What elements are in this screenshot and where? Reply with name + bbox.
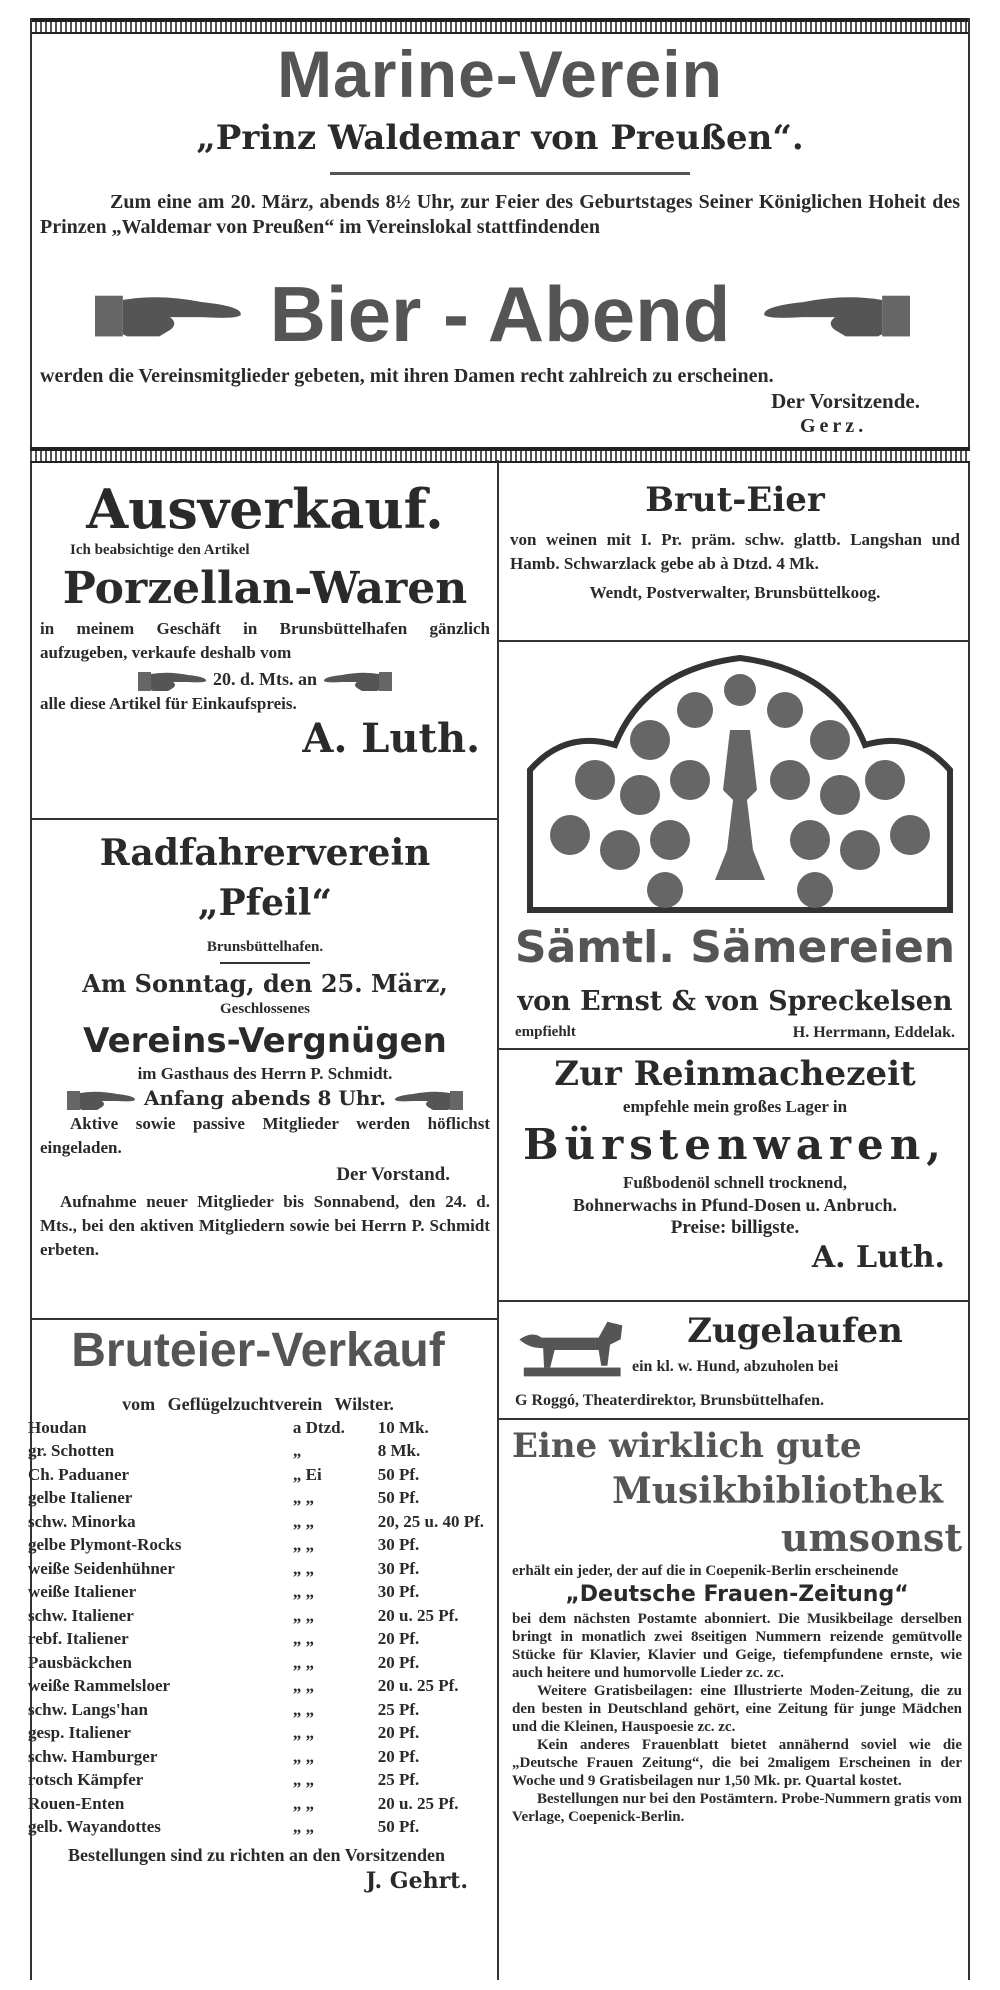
breed-cell: schw. Italiener: [28, 1605, 134, 1625]
ad-title-line2: Musikbibliothek: [612, 1470, 943, 1512]
signer: Wendt, Postverwalter, Brunsbüttelkoog.: [589, 583, 881, 602]
ad-title: Radfahrerverein „Pfeil“: [99, 832, 431, 924]
breed-cell: gelb. Wayandottes: [28, 1817, 161, 1837]
table-row: [24, 1581, 488, 1605]
top-rule: [30, 18, 970, 34]
ad-text: ein kl. w. Hund, abzuholen bei: [632, 1358, 839, 1375]
ad-title: Brut-Eier: [645, 480, 825, 520]
short-divider: [220, 962, 310, 964]
event-title: Vereins-Vergnügen: [83, 1021, 447, 1061]
breed-cell: rebf. Italiener: [28, 1629, 129, 1649]
breed-cell: gesp. Italiener: [28, 1723, 131, 1743]
table-row: [24, 1745, 488, 1769]
product-title: Bürstenwaren,: [523, 1120, 947, 1169]
ad-intro: Zum eine am 20. März, abends 8½ Uhr, zur Feier des Geburtstages Seiner Königlichen Hoheit des Prinzen „Waldemar von Preußen“ im Vereinslokal stattfindenden: [40, 191, 960, 238]
ad-paragraph: Kein anderes Frauenblatt bietet annähernd soviel wie die „Deutsche Frauen Zeitung“, die bei 2maligem Erscheinen in der Woche und 9 Gratisbeilagen nur 1,50 Mk. pr. Quartal kostet.: [512, 1737, 962, 1789]
ad-start: [40, 1084, 490, 1112]
ad-line: Ich beabsichtige den Artikel: [70, 542, 250, 558]
ad-text2: alle diese Artikel für Einkaufspreis.: [40, 694, 297, 713]
ad-title-line3: umsonst: [780, 1515, 962, 1560]
breed-cell: gelbe Italiener: [28, 1488, 133, 1508]
ad-venue: im Gasthaus des Herrn P. Schmidt.: [137, 1064, 393, 1083]
divider: [497, 1300, 968, 1302]
signer-name: Gerz.: [800, 415, 868, 437]
ad-closed: Geschlossenes: [220, 1001, 310, 1017]
table-row: [24, 1463, 488, 1487]
pointing-hand-right-icon: [95, 285, 245, 345]
table-row: [24, 1792, 488, 1816]
table-row: [24, 1769, 488, 1793]
price-cell: 20 u. 25 Pf.: [377, 1793, 459, 1813]
table-row: [24, 1440, 488, 1464]
ad-recommends: empfiehlt: [515, 1024, 576, 1040]
pointing-hand-left-icon: [322, 670, 392, 692]
ad-title: Zugelaufen: [687, 1311, 903, 1351]
signer: H. Herrmann, Eddelak.: [792, 1024, 955, 1041]
price-cell: 30 Pf.: [377, 1582, 420, 1602]
price-cell: 8 Mk.: [377, 1441, 421, 1461]
signer-title: Der Vorsitzende.: [771, 389, 920, 413]
ad-subtitle: „Prinz Waldemar von Preußen“.: [196, 118, 804, 158]
ad-admission: Aufnahme neuer Mitglieder bis Sonnabend, den 24. d. Mts., bei den aktiven Mitgliedern sowie bei Herrn P. Schmidt erbeten.: [40, 1192, 490, 1259]
price-cell: 20 u. 25 Pf.: [377, 1676, 459, 1696]
unit-cell: „ „: [292, 1723, 315, 1743]
divider: [30, 818, 497, 820]
table-row: [24, 1534, 488, 1558]
unit-cell: „ „: [292, 1558, 315, 1578]
right-border: [968, 18, 970, 1980]
price-cell: 20, 25 u. 40 Pf.: [377, 1511, 484, 1531]
bruteier-verkauf-ad: [28, 1322, 488, 1895]
unit-cell: „ „: [292, 1605, 315, 1625]
pointing-hand-right-icon: [67, 1089, 137, 1111]
breed-cell: Rouen-Enten: [28, 1793, 125, 1813]
ad-title: Ausverkauf.: [86, 477, 444, 541]
unit-cell: „ „: [292, 1793, 315, 1813]
table-row: [24, 1698, 488, 1722]
divider: [497, 1048, 968, 1050]
price-cell: 25 Pf.: [377, 1699, 420, 1719]
breed-cell: schw. Langs'han: [28, 1699, 148, 1719]
table-row: [24, 1675, 488, 1699]
price-cell: 10 Mk.: [377, 1417, 429, 1437]
column-divider: [497, 460, 499, 1980]
unit-cell: „ „: [292, 1699, 315, 1719]
event-title: Bier - Abend: [269, 270, 731, 358]
product-title: Porzellan-Waren: [62, 563, 468, 614]
unit-cell: a Dtzd.: [292, 1417, 345, 1437]
unit-cell: „ „: [292, 1652, 315, 1672]
unit-cell: „ „: [292, 1676, 315, 1696]
date-text: 20. d. Mts. an: [212, 669, 317, 689]
price-cell: 30 Pf.: [377, 1535, 420, 1555]
unit-cell: „ „: [292, 1817, 315, 1837]
table-row: [24, 1510, 488, 1534]
ad-orders: Bestellungen sind zu richten an den Vorsitzenden: [68, 1845, 446, 1865]
ad-paragraph: erhält ein jeder, der auf die in Coepenik-Berlin erscheinende: [512, 1563, 899, 1579]
price-cell: 25 Pf.: [377, 1770, 420, 1790]
price-table: [24, 1416, 488, 1839]
ad-title: Marine-Verein: [277, 37, 723, 111]
ad-text: in meinem Geschäft in Brunsbüttelhafen gänzlich aufzugeben, verkaufe deshalb vom: [40, 619, 490, 662]
saemereien-footer: [515, 1022, 955, 1043]
divider: [497, 1418, 968, 1420]
table-row: [24, 1487, 488, 1511]
section-rule: [30, 447, 970, 463]
ad-line: Fußbodenöl schnell trocknend,: [622, 1173, 848, 1192]
ad-line: Bohnerwachs in Pfund-Dosen u. Anbruch.: [572, 1195, 898, 1215]
unit-cell: „ „: [292, 1770, 315, 1790]
ad-title: Sämtl. Sämereien: [514, 922, 956, 973]
price-cell: 50 Pf.: [377, 1817, 420, 1837]
breed-cell: schw. Hamburger: [28, 1746, 158, 1766]
ad-prices: Preise: billigste.: [670, 1217, 800, 1238]
breed-cell: gr. Schotten: [28, 1441, 115, 1461]
price-cell: 50 Pf.: [377, 1464, 420, 1484]
ad-paragraph: Bestellungen nur bei den Postämtern. Probe-Nummern gratis vom Verlage, Coepenick-Berlin.: [512, 1791, 962, 1825]
ad-title: Bruteier-Verkauf: [71, 1324, 445, 1377]
unit-cell: „ „: [292, 1511, 315, 1531]
ad-date: [40, 665, 490, 693]
ad-invite: werden die Vereinsmitglieder gebeten, mit ihren Damen recht zahlreich zu erscheinen.: [40, 365, 774, 387]
table-row: [24, 1816, 488, 1840]
marine-footer: [40, 364, 960, 438]
divider: [497, 640, 968, 642]
ornament-divider: [330, 172, 690, 185]
ad-members: Aktive sowie passive Mitglieder werden höflichst eingeladen.: [40, 1114, 490, 1157]
breed-cell: rotsch Kämpfer: [28, 1770, 144, 1790]
unit-cell: „ „: [292, 1488, 315, 1508]
ausverkauf-ad: [40, 478, 490, 764]
breed-cell: weiße Italiener: [28, 1582, 137, 1602]
breed-cell: weiße Rammelsloer: [28, 1676, 171, 1696]
ad-from: von Ernst & von Spreckelsen: [517, 986, 953, 1017]
breed-cell: weiße Seidenhühner: [28, 1558, 175, 1578]
breed-cell: Pausbäckchen: [28, 1652, 132, 1672]
reinmachezeit-ad: [505, 1052, 965, 1276]
unit-cell: „ „: [292, 1582, 315, 1602]
signer: A. Luth.: [302, 715, 480, 762]
ad-place: Brunsbüttelhafen.: [206, 939, 324, 955]
unit-cell: „ „: [292, 1535, 315, 1555]
brut-eier-ad: [510, 478, 960, 606]
table-row: [24, 1651, 488, 1675]
seed-packets-illustration: [525, 650, 955, 915]
radfahrerverein-ad: [40, 828, 490, 1262]
breed-cell: Ch. Paduaner: [28, 1464, 130, 1484]
price-cell: 20 Pf.: [377, 1629, 420, 1649]
dog-icon: [515, 1310, 625, 1382]
price-cell: 20 Pf.: [377, 1652, 420, 1672]
ad-date: Am Sonntag, den 25. März,: [82, 969, 448, 998]
table-row: [24, 1416, 488, 1440]
signer: J. Gehrt.: [365, 1868, 468, 1894]
ad-from: vom Geflügelzuchtverein Wilster.: [122, 1394, 394, 1414]
ad-text: von weinen mit I. Pr. präm. schw. glattb. Langshan und Hamb. Schwarzlack gebe ab à Dtzd. 4 Mk.: [510, 530, 960, 573]
table-row: [24, 1604, 488, 1628]
pointing-hand-right-icon: [138, 670, 208, 692]
signer: Der Vorstand.: [336, 1164, 450, 1185]
unit-cell: „: [292, 1441, 302, 1461]
pointing-hand-left-icon: [760, 285, 910, 345]
breed-cell: Houdan: [28, 1417, 87, 1437]
price-cell: 30 Pf.: [377, 1558, 420, 1578]
ad-paragraph: Weitere Gratisbeilagen: eine Illustrierte Moden-Zeitung, die zu den besten in Deutschland gehört, eine Zeitung für junge Mädchen und die Kleinen, Hauspoesie zc. zc.: [512, 1683, 962, 1735]
signer: G Roggó, Theaterdirektor, Brunsbüttelhafen.: [515, 1392, 825, 1409]
table-row: [24, 1628, 488, 1652]
price-cell: 50 Pf.: [377, 1488, 420, 1508]
ad-title-line1: Eine wirklich gute: [512, 1426, 862, 1466]
breed-cell: gelbe Plymont-Rocks: [28, 1535, 182, 1555]
price-cell: 20 Pf.: [377, 1723, 420, 1743]
newspaper-title: „Deutsche Frauen-Zeitung“: [565, 1582, 909, 1607]
table-row: [24, 1557, 488, 1581]
unit-cell: „ „: [292, 1746, 315, 1766]
table-row: [24, 1722, 488, 1746]
price-cell: 20 Pf.: [377, 1746, 420, 1766]
divider: [30, 1318, 497, 1320]
ad-line: empfehle mein großes Lager in: [622, 1097, 848, 1116]
unit-cell: „ Ei: [292, 1464, 322, 1484]
price-cell: 20 u. 25 Pf.: [377, 1605, 459, 1625]
signer: A. Luth.: [811, 1240, 945, 1275]
pointing-hand-left-icon: [393, 1089, 463, 1111]
start-text: Anfang abends 8 Uhr.: [143, 1086, 387, 1110]
breed-cell: schw. Minorka: [28, 1511, 136, 1531]
ad-title: Zur Reinmachezeit: [554, 1054, 916, 1094]
unit-cell: „ „: [292, 1629, 315, 1649]
ad-paragraph: bei dem nächsten Postamte abonniert. Die Musikbeilage derselben bringt in monatlich zwei 8seitigen Nummern reizende gemütvolle Stücke für Klavier, Klavier und Geige, tiefempfundene ernste, wie auch heitere und humorvolle Lieder zc. zc.: [512, 1611, 962, 1681]
musikbibliothek-ad: [512, 1424, 962, 1826]
